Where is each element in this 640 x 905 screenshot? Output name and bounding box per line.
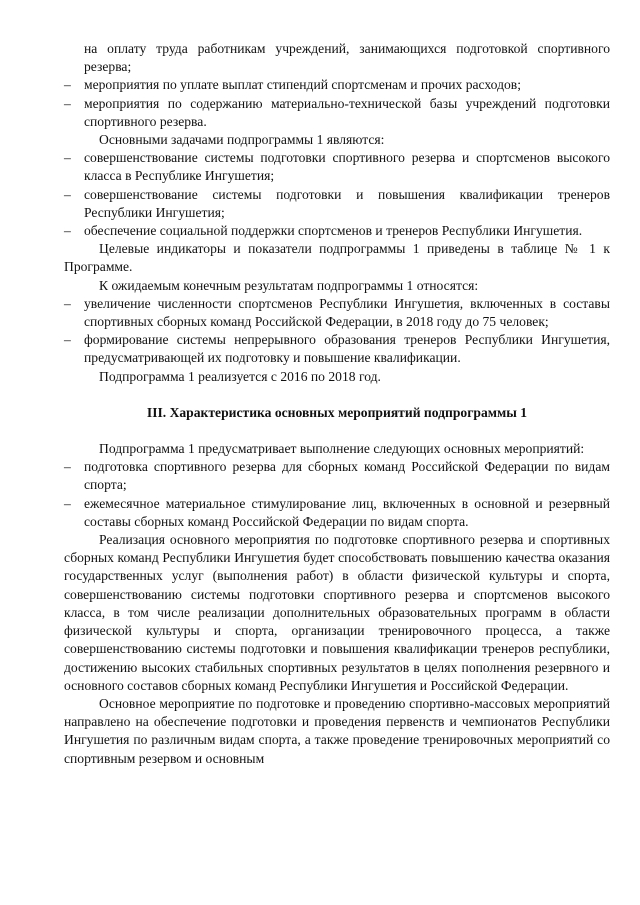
dash-bullet: –	[64, 150, 71, 166]
intro-continuation: на оплату труда работникам учреждений, занимающихся подготовкой спортивного резерва;	[84, 41, 610, 75]
intro-list	[64, 76, 610, 131]
list-item: – формирование системы непрерывного образования тренеров Республики Ингушетия, предусматривающей их подготовку и повышение квалификации.	[64, 332, 610, 366]
dash-bullet: –	[64, 186, 71, 202]
body-paragraph: Реализация основного мероприятия по подготовке спортивного резерва и спортивных сборных команд Республики Ингушетия будет способствовать повышению качества оказания государственных услуг (выполнения работ) в области физической культуры и спорта, совершенствованию системы подготовки спортивного резерва и спортсменов высокого класса, в том числе реализации дополнительных образовательных программ в области физической культуры и спорта, организации тренировочного процесса, а также совершенствованию системы подготовки и повышения квалификации тренеров республики, достижению высоких стабильных спортивных результатов в целях пополнения резервного и основного составов сборных команд Республики Ингушетия и Российской Федерации.	[64, 532, 610, 693]
list-item: – мероприятия по содержанию материально-технической базы учреждений подготовки спортивного резерва.	[64, 95, 610, 129]
activities-list	[64, 458, 610, 531]
list-item: – совершенствование системы подготовки и повышения квалификации тренеров Республики Ингушетия;	[64, 186, 610, 220]
period-paragraph: Подпрограмма 1 реализуется с 2016 по 2018 год.	[99, 368, 381, 384]
list-item: – подготовка спортивного резерва для сборных команд Российской Федерации по видам спорта;	[64, 459, 610, 493]
dash-bullet: –	[64, 295, 71, 311]
tasks-list	[64, 149, 610, 240]
document-page	[64, 40, 610, 768]
dash-bullet: –	[64, 495, 71, 511]
list-item: – увеличение численности спортсменов Республики Ингушетия, включенных в составы спортивных сборных команд Российской Федерации, в 2018 году до 75 человек;	[64, 295, 610, 330]
dash-bullet: –	[64, 223, 71, 239]
list-item: – ежемесячное материальное стимулирование лиц, включенных в основной и резервный составы сборных команд Российской Федерации по видам спорта.	[64, 495, 610, 529]
section-heading: III. Характеристика основных мероприятий подпрограммы 1	[146, 404, 528, 420]
results-lead: К ожидаемым конечным результатам подпрограммы 1 относятся:	[99, 277, 479, 293]
indicators-paragraph: Целевые индикаторы и показатели подпрограммы 1 приведены в таблице № 1 к Программе.	[64, 241, 610, 275]
dash-bullet: –	[64, 459, 71, 475]
dash-bullet: –	[64, 332, 71, 348]
activities-lead: Подпрограмма 1 предусматривает выполнение следующих основных мероприятий:	[99, 441, 585, 457]
body-paragraph: Основное мероприятие по подготовке и проведению спортивно-массовых мероприятий направлено на обеспечение подготовки и проведения первенств и чемпионатов Республики Ингушетия по различным видам спорта, а также проведение тренировочных мероприятий со спортивным резервом и основным	[64, 695, 610, 766]
dash-bullet: –	[64, 95, 71, 111]
list-item: – мероприятия по уплате выплат стипендий спортсменам и прочих расходов;	[64, 76, 610, 94]
tasks-lead: Основными задачами подпрограммы 1 являются:	[99, 132, 385, 148]
list-item: – совершенствование системы подготовки спортивного резерва и спортсменов высокого класса в Республике Ингушетия;	[64, 150, 610, 184]
dash-bullet: –	[64, 77, 71, 93]
list-item: – обеспечение социальной поддержки спортсменов и тренеров Республики Ингушетия.	[64, 222, 610, 240]
results-list	[64, 295, 610, 368]
